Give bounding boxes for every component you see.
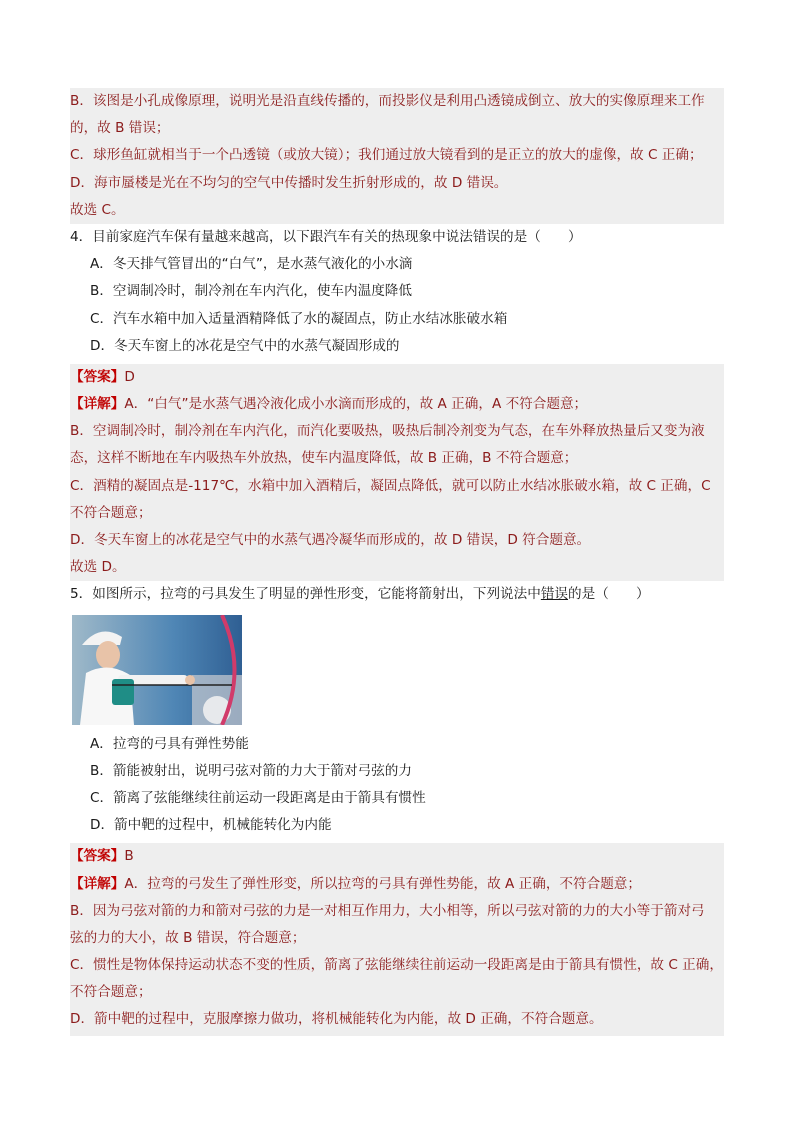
question-5 (70, 581, 724, 839)
question-5-explain-line: D．箭中靶的过程中，克服摩擦力做功，将机械能转化为内能，故 D 正确，不符合题意。 (70, 1006, 724, 1035)
stem-text: 的是（ ） (568, 586, 650, 603)
question-4-option-c: C．汽车水箱中加入适量酒精降低了水的凝固点，防止水结冰胀破水箱 (90, 310, 508, 327)
explain-text: A．“白气”是水蒸气遇冷液化成小水滴而形成的，故 A 正确，A 不符合题意； (124, 396, 588, 413)
question-5-explain-line: B．因为弓弦对箭的力和箭对弓弦的力是一对相互作用力，大小相等，所以弓弦对箭的力的大小等于箭对弓 (70, 898, 724, 925)
question-4-explain-line (70, 391, 724, 418)
archer-photo (72, 615, 242, 725)
question-4-explain-line: B．空调制冷时，制冷剂在车内汽化，而汽化要吸热，吸热后制冷剂变为气态，在车外释放热量后又变为液 (70, 418, 724, 445)
question-4-option-d: D．冬天车窗上的冰花是空气中的水蒸气凝固形成的 (90, 337, 400, 354)
answer-tag: 【答案】 (70, 848, 125, 865)
question-4-explain-line: 态，这样不断地在车内吸热车外放热，使车内温度降低，故 B 正确，B 不符合题意； (70, 445, 724, 472)
question-4-answer-block (70, 364, 724, 582)
prev-answer-line: B．该图是小孔成像原理，说明光是沿直线传播的，而投影仪是利用凸透镜成倒立、放大的实像原理来工作 (70, 88, 724, 115)
question-4-answer (70, 364, 724, 391)
question-4-explain-line: D．冬天车窗上的冰花是空气中的水蒸气遇冷凝华而形成的，故 D 错误，D 符合题意。 (70, 527, 724, 554)
stem-text: 5．如图所示，拉弯的弓具发生了明显的弹性形变，它能将箭射出，下列说法中 (70, 586, 541, 603)
question-4-explain-line: 故选 D。 (70, 554, 724, 581)
question-5-option-b: B．箭能被射出，说明弓弦对箭的力大于箭对弓弦的力 (90, 762, 412, 779)
answer-tag: 【答案】 (70, 368, 125, 385)
question-5-option-a: A．拉弯的弓具有弹性势能 (90, 735, 249, 752)
answer-value: D (124, 368, 135, 385)
answer-value: B (124, 848, 134, 865)
question-5-explain-line: 不符合题意； (70, 979, 724, 1006)
explain-tag: 【详解】 (70, 396, 125, 413)
question-5-explain-line: C．惯性是物体保持运动状态不变的性质，箭离了弦能继续往前运动一段距离是由于箭具有惯性，故 C 正确， (70, 952, 724, 979)
prev-answer-line: 故选 C。 (70, 197, 724, 224)
question-4-option-b: B．空调制冷时，制冷剂在车内汽化，使车内温度降低 (90, 283, 412, 300)
question-4-stem: 4．目前家庭汽车保有量越来越高，以下跟汽车有关的热现象中说法错误的是（ ） (70, 228, 582, 245)
question-4-explain-line: 不符合题意； (70, 500, 724, 527)
question-4 (70, 224, 724, 360)
question-5-explain-line (70, 871, 724, 898)
question-5-option-c: C．箭离了弦能继续往前运动一段距离是由于箭具有惯性 (90, 789, 426, 806)
question-5-answer (70, 843, 724, 870)
explain-tag: 【详解】 (70, 875, 125, 892)
stem-emphasis: 错误 (540, 586, 569, 603)
archer-photo-illustration (72, 615, 242, 725)
question-4-option-a: A．冬天排气管冒出的“白气”，是水蒸气液化的小水滴 (90, 256, 413, 273)
prev-answer-line: 的，故 B 错误； (70, 115, 724, 142)
question-5-option-d: D．箭中靶的过程中，机械能转化为内能 (90, 817, 332, 834)
prev-answer-line: D．海市蜃楼是光在不均匀的空气中传播时发生折射形成的，故 D 错误。 (70, 170, 724, 197)
document-page (70, 88, 724, 1036)
question-5-explain-line: 弦的力的大小，故 B 错误，符合题意； (70, 925, 724, 952)
explain-text: A．拉弯的弓发生了弹性形变，所以拉弯的弓具有弹性势能，故 A 正确，不符合题意； (124, 875, 641, 892)
prev-answer-line: C．球形鱼缸就相当于一个凸透镜（或放大镜）；我们通过放大镜看到的是正立的放大的虚像，故 C 正确； (70, 142, 724, 169)
question-5-stem (70, 581, 724, 608)
question-4-explain-line: C．酒精的凝固点是-117℃，水箱中加入酒精后，凝固点降低，就可以防止水结冰胀破水箱，故 C 正确，C (70, 473, 724, 500)
prev-answer-block (70, 88, 724, 224)
question-5-answer-block (70, 843, 724, 1035)
